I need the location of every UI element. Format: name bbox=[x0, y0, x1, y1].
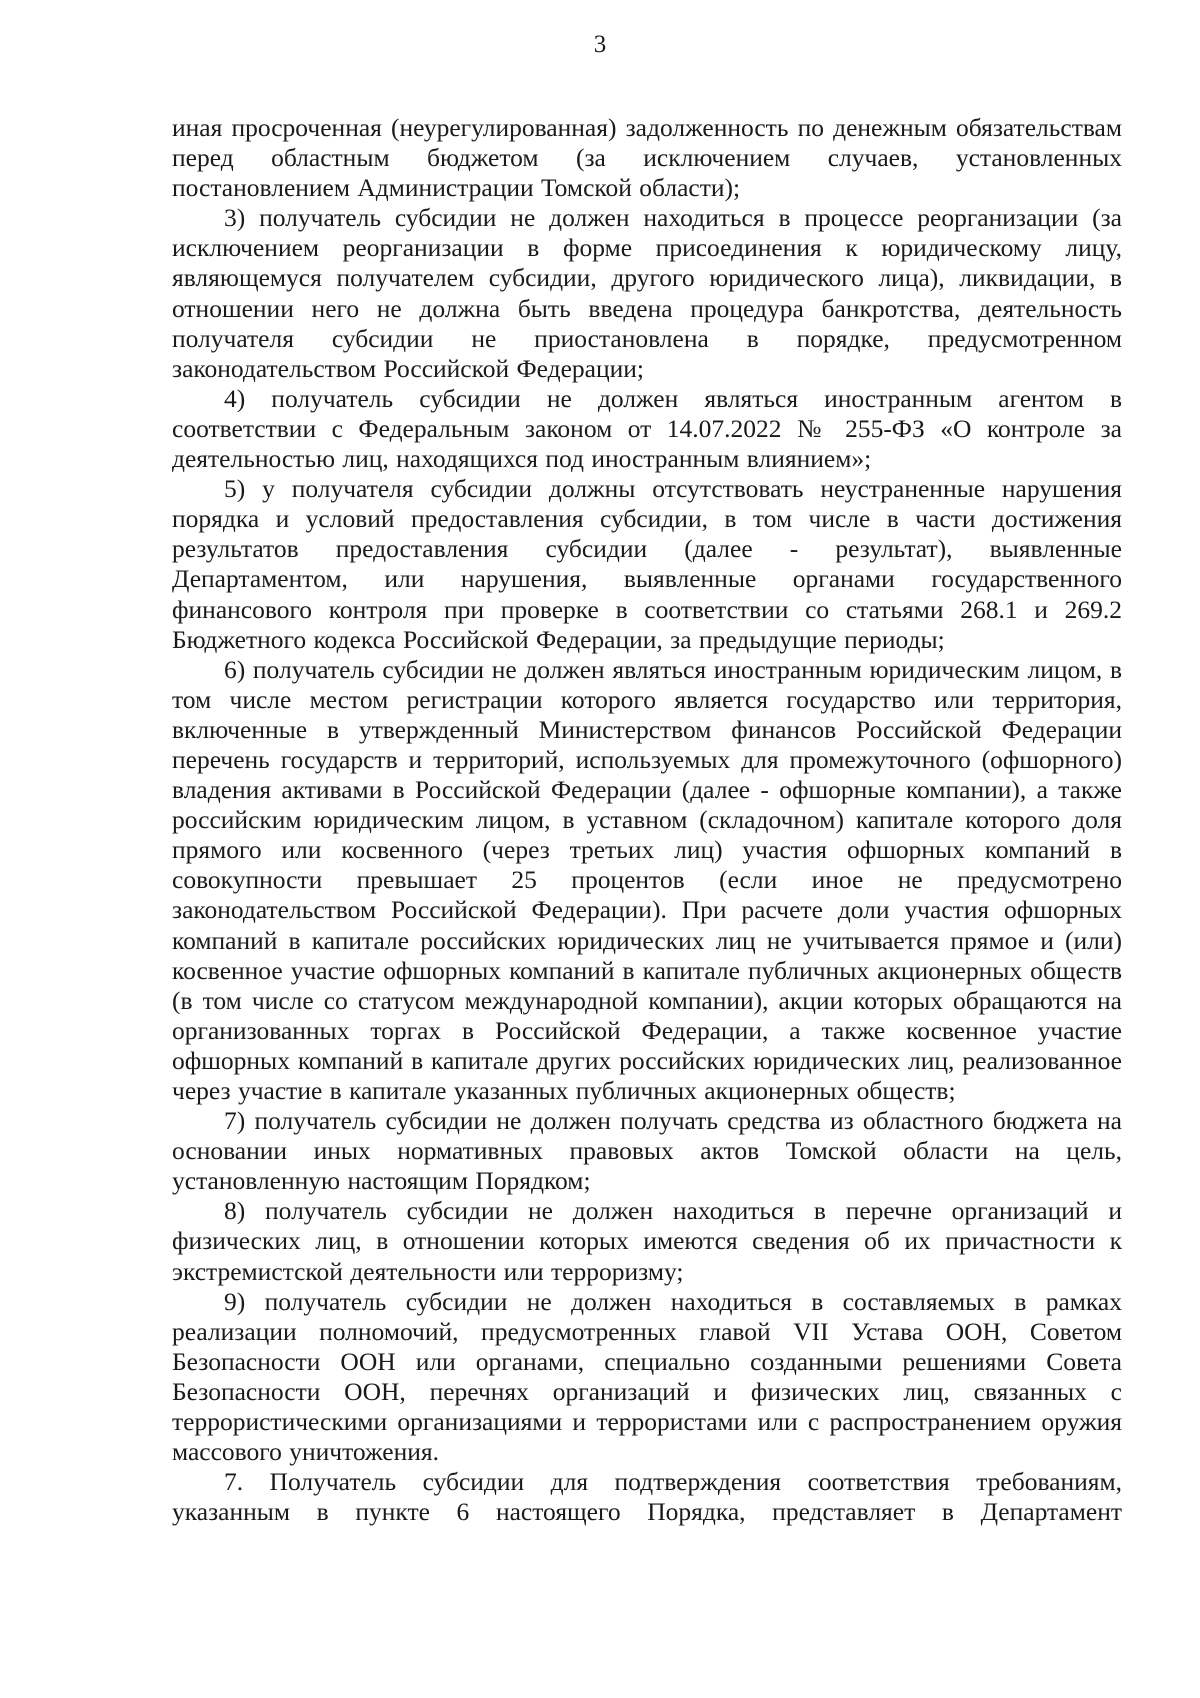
paragraph-continuation: иная просроченная (неурегулированная) задолженность по денежным обязательствам перед областным бюджетом (за исключением случаев, установленных постановлением Администрации Томской области); bbox=[172, 113, 1122, 203]
paragraph-item-3: 3) получатель субсидии не должен находиться в процессе реорганизации (за исключением реорганизации в форме присоединения к юридическому лицу, являющемуся получателем субсидии, другого юридического лица), ликвидации, в отношении него не должна быть введена процедура банкротства, деятельность получателя субсидии не приостановлена в порядке, предусмотренном законодательством Российской Федерации; bbox=[172, 203, 1122, 383]
paragraph-item-9: 9) получатель субсидии не должен находиться в составляемых в рамках реализации полномочий, предусмотренных главой VII Устава ООН, Советом Безопасности ООН или органами, специально созданными решениями Совета Безопасности ООН, перечнях организаций и физических лиц, связанных с террористическими организациями и террористами или с распространением оружия массового уничтожения. bbox=[172, 1286, 1122, 1467]
paragraph-item-6: 6) получатель субсидии не должен являться иностранным юридическим лицом, в том числе местом регистрации которого является государство или территория, включенные в утвержденный Министерством финансов Российской Федерации перечень государств и территорий, используемых для промежуточного (офшорного) владения активами в Российской Федерации (далее - офшорные компании), а также российским юридическим лицом, в уставном (складочном) капитале которого доля прямого или косвенного (через третьих лиц) участия офшорных компаний в совокупности превышает 25 процентов (если иное не предусмотрено законодательством Российской Федерации). При расчете доли участия офшорных компаний в капитале российских юридических лиц не учитывается прямое и (или) косвенное участие офшорных компаний в капитале публичных акционерных обществ (в том числе со статусом международной компании), акции которых обращаются на организованных торгах в Российской Федерации, а также косвенное участие офшорных компаний в капитале других российских юридических лиц, реализованное через участие в капитале указанных публичных акционерных обществ; bbox=[172, 654, 1122, 1105]
page-number: 3 bbox=[593, 31, 607, 58]
paragraph-item-8: 8) получатель субсидии не должен находиться в перечне организаций и физических лиц, в отношении которых имеются сведения об их причастности к экстремистской деятельности или терроризму; bbox=[172, 1196, 1122, 1286]
paragraph-section-7: 7. Получатель субсидии для подтверждения соответствия требованиям, указанным в пункте 6 настоящего Порядка, представляет в Департамент bbox=[172, 1467, 1122, 1527]
document-body bbox=[172, 113, 1122, 1527]
paragraph-item-4: 4) получатель субсидии не должен являться иностранным агентом в соответствии с Федеральным законом от 14.07.2022 № 255-ФЗ «О контроле за деятельностью лиц, находящихся под иностранным влиянием»; bbox=[172, 383, 1122, 474]
paragraph-item-5: 5) у получателя субсидии должны отсутствовать неустраненные нарушения порядка и условий предоставления субсидии, в том числе в части достижения результатов предоставления субсидии (далее - результат), выявленные Департаментом, или нарушения, выявленные органами государственного финансового контроля при проверке в соответствии со статьями 268.1 и 269.2 Бюджетного кодекса Российской Федерации, за предыдущие периоды; bbox=[172, 474, 1122, 654]
paragraph-item-7: 7) получатель субсидии не должен получать средства из областного бюджета на основании иных нормативных правовых актов Томской области на цель, установленную настоящим Порядком; bbox=[172, 1106, 1122, 1196]
